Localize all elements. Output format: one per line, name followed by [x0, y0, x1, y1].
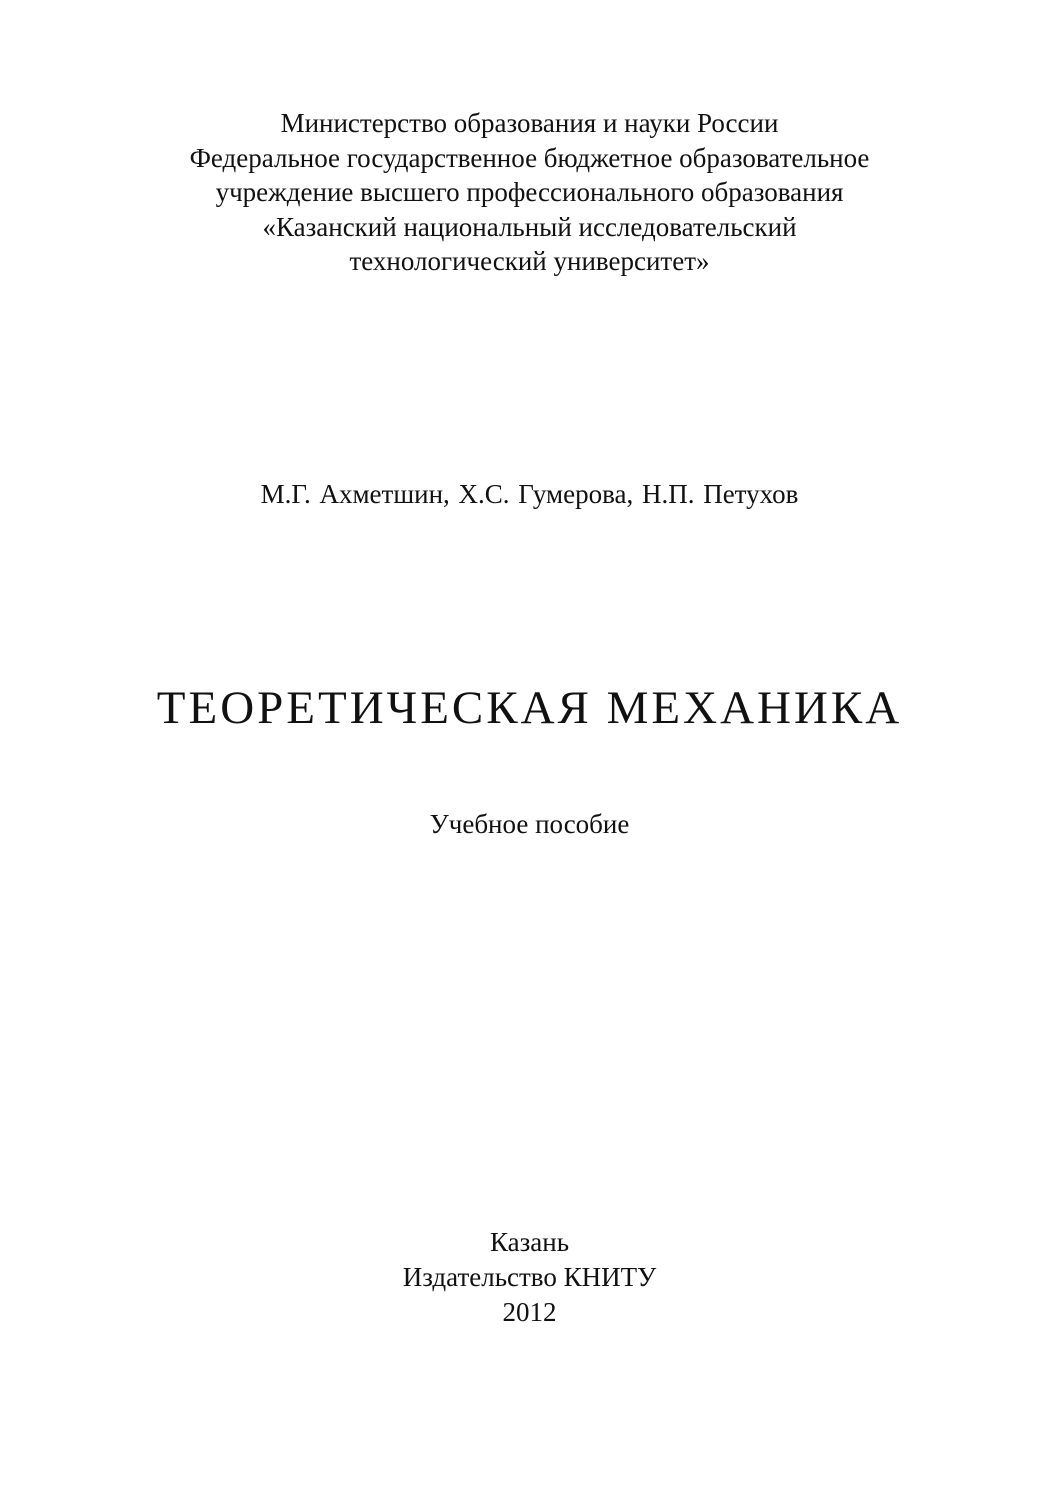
university-name-line-2: технологический университет» [349, 246, 710, 276]
authors: М.Г. Ахметшин, Х.С. Гумерова, Н.П. Петухов [260, 479, 799, 509]
imprint-city: Казань [489, 1227, 570, 1257]
imprint-year: 2012 [502, 1297, 557, 1327]
imprint [0, 1225, 1059, 1330]
institution-type-line: Федеральное государственное бюджетное образовательное [189, 142, 870, 173]
university-name-line-1: «Казанский национальный исследовательский [262, 211, 797, 242]
book-subtitle: Учебное пособие [429, 809, 630, 839]
institution-header [0, 106, 1059, 279]
ministry-line: Министерство образования и науки России [280, 108, 779, 138]
book-title: ТЕОРЕТИЧЕСКАЯ МЕХАНИКА [156, 682, 903, 734]
institution-level-line: учреждение высшего профессионального образования [215, 177, 844, 207]
imprint-publisher: Издательство КНИТУ [402, 1262, 657, 1292]
